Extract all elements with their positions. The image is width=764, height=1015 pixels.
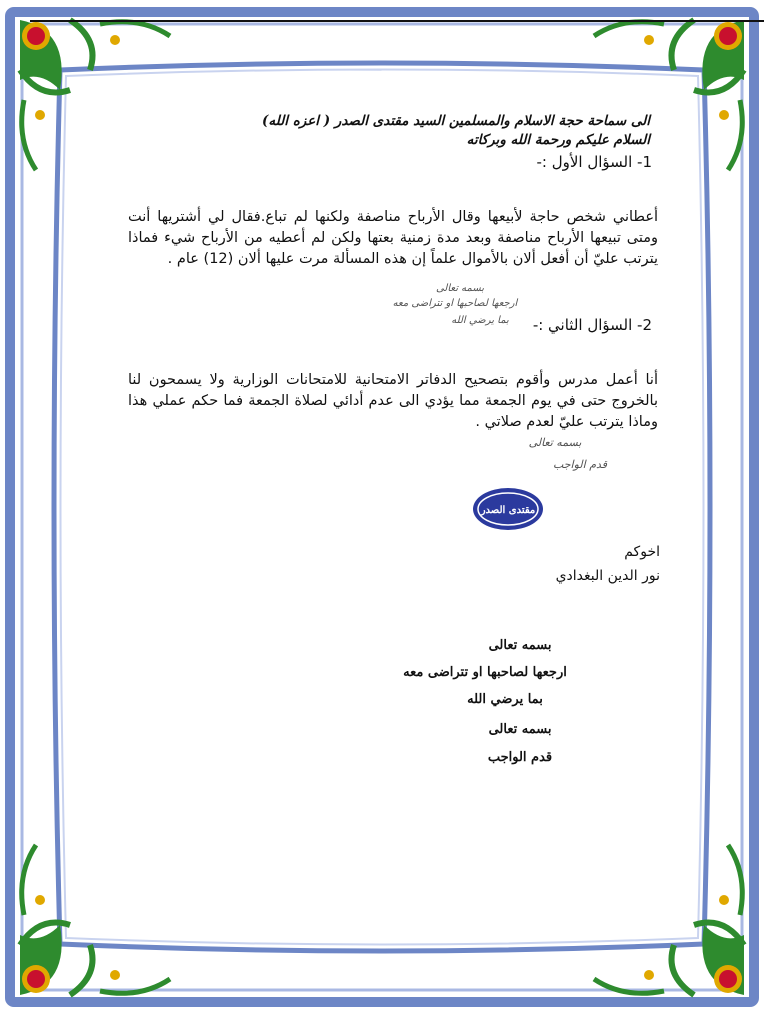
reply-line-3: بما يرضي الله — [467, 692, 543, 707]
question-1-text: أعطاني شخص حاجة لأبيعها وقال الأرباح مناصفة ولكنها لم تباع.فقال لي أشتريها أنت ومتى تبيعها الأرباح مناصفة وبعد مدة زمنية بعتها ولكن لم أعطيه من الأرباح شيء فماذا يترتب عليّ أن أفعل ألان بالأموال علماً إن هذه المسألة مرت عليها ألان (12) عام . — [128, 209, 658, 267]
question-2-title: 2- السؤال الثاني :- — [532, 316, 652, 334]
handwritten-note-2-line-2: قدم الواجب — [552, 458, 608, 471]
signature-name: نور الدين البغدادي — [555, 568, 660, 584]
handwritten-note-1-line-2: ارجعها لصاحبها او تتراضى معه — [392, 298, 518, 309]
reply-line-1: بسمه تعالى — [488, 638, 552, 653]
reply-line-4: بسمه تعالى — [488, 722, 552, 737]
reply-line-5: قدم الواجب — [487, 750, 553, 765]
address-line: الى سماحة حجة الاسلام والمسلمين السيد مقتدى الصدر ( اعزه الله) — [262, 113, 650, 129]
question-2-text: أنا أعمل مدرس وأقوم بتصحيح الدفاتر الامتحانية للامتحانات الوزارية ولا يسمحون لنا بالخروج حتى في يوم الجمعة مما يؤدي الى عدم أدائي لصلاة الجمعة فما حكم عملي هذا وماذا يترتب عليّ لعدم صلاتي . — [128, 372, 658, 430]
top-rule — [30, 20, 764, 22]
question-1-title: 1- السؤال الأول :- — [536, 153, 652, 171]
letter-header — [150, 112, 650, 150]
handwritten-note-2-line-1: بسمه تعالى — [528, 436, 582, 449]
handwritten-note-1-line-1: بسمه تعالى — [435, 283, 485, 294]
handwritten-note-1-line-3: بما يرضي الله — [451, 315, 509, 326]
signature-closing: اخوكم — [624, 544, 660, 560]
reply-line-2: ارجعها لصاحبها او تتراضى معه — [403, 665, 567, 680]
official-seal — [472, 487, 544, 531]
seal-label: مقتدى الصدر — [480, 505, 536, 516]
greeting-line: السلام عليكم ورحمة الله وبركاته — [466, 132, 650, 148]
